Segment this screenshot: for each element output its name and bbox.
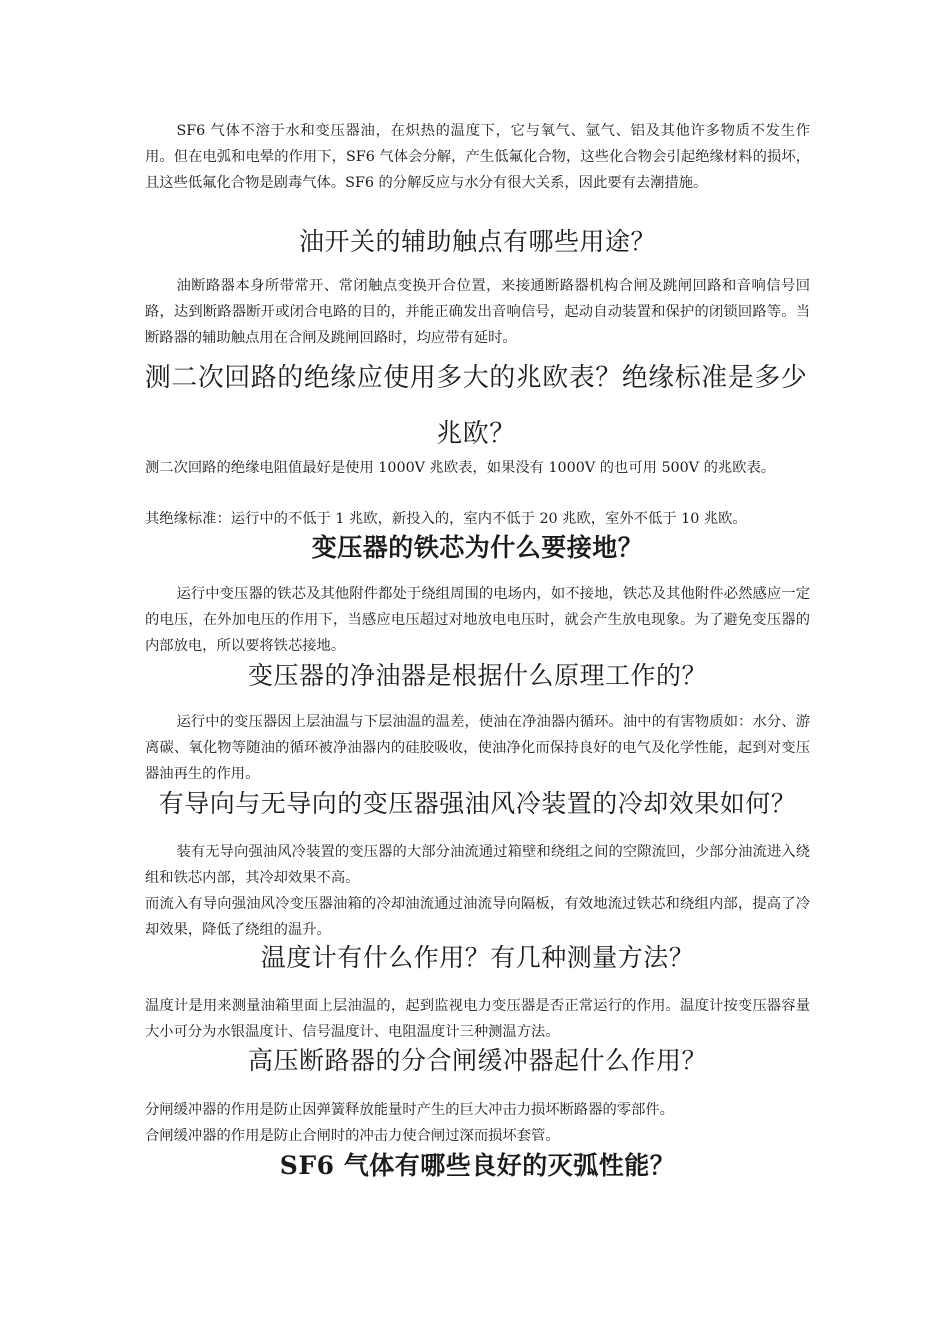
- paragraph-thermometer: 温度计是用来测量油箱里面上层油温的，起到监视电力变压器是否正常运行的作用。温度计按变压器容量大小可分为水银温度计、信号温度计、电阻温度计三种测温方法。: [145, 998, 810, 1040]
- paragraph-cooling-undirected: 装有无导向强油风冷装置的变压器的大部分油流通过箱壁和绕组之间的空隙流回，少部分油流进入绕组和铁芯内部，其冷却效果不高。: [145, 844, 810, 886]
- heading-megohmmeter: 测二次回路的绝缘应使用多大的兆欧表？绝缘标准是多少兆欧？: [144, 363, 808, 449]
- heading-aux-contacts: 油开关的辅助触点有哪些用途？: [298, 227, 656, 256]
- paragraph-sf6-properties: SF6 气体不溶于水和变压器油，在炽热的温度下，它与氧气、氩气、铝及其他许多物质不发生作用。但在电弧和电晕的作用下，SF6 气体会分解，产生低氟化合物，这些化合物会引起绝缘材料的损坏，且这些低氟化合物是剧毒气体。SF6 的分解反应与水分有很大关系，因此要有去潮措施。: [145, 123, 810, 191]
- heading-breaker-buffer: 高压断路器的分合闸缓冲器起什么作用？: [247, 1046, 707, 1075]
- paragraph-megohmmeter: 测二次回路的绝缘电阻值最好是使用 1000V 兆欧表，如果没有 1000V 的也可用 500V 的兆欧表。: [145, 460, 776, 476]
- paragraph-opening-buffer: 分闸缓冲器的作用是防止因弹簧释放能量时产生的巨大冲击力损坏断路器的零部件。: [145, 1102, 674, 1118]
- heading-thermometer: 温度计有什么作用？有几种测量方法？: [260, 943, 695, 972]
- heading-sf6-arc: SF6 气体有哪些良好的灭弧性能？: [279, 1151, 676, 1180]
- paragraph-cooling-directed: 而流入有导向强油风冷变压器油箱的冷却油流通过油流导向隔板，有效地流过铁芯和绕组内部，提高了冷却效果，降低了绕组的温升。: [145, 896, 810, 938]
- paragraph-oil-purifier: 运行中的变压器因上层油温与下层油温的温差，使油在净油器内循环。油中的有害物质如：水分、游离碳、氧化物等随油的循环被净油器内的硅胶吸收，使油净化而保持良好的电气及化学性能，起到对变压器油再生的作用。: [145, 714, 810, 782]
- heading-core-grounding: 变压器的铁芯为什么要接地？: [311, 533, 644, 562]
- heading-cooling: 有导向与无导向的变压器强油风冷装置的冷却效果如何？: [158, 789, 797, 818]
- paragraph-closing-buffer: 合闸缓冲器的作用是防止合闸时的冲击力使合闸过深而损坏套管。: [145, 1128, 560, 1144]
- paragraph-insulation-standard: 其绝缘标准：运行中的不低于 1 兆欧，新投入的，室内不低于 20 兆欧，室外不低于 10 兆欧。: [145, 511, 747, 527]
- heading-oil-purifier: 变压器的净油器是根据什么原理工作的？: [247, 661, 707, 690]
- paragraph-core-grounding: 运行中变压器的铁芯及其他附件都处于绕组周围的电场内，如不接地，铁芯及其他附件必然感应一定的电压，在外加电压的作用下，当感应电压超过对地放电电压时，就会产生放电现象。为了避免变压器的内部放电，所以要将铁芯接地。: [145, 586, 810, 654]
- paragraph-aux-contacts: 油断路器本身所带常开、常闭触点变换开合位置，来接通断路器机构合闸及跳闸回路和音响信号回路，达到断路器断开或闭合电路的目的，并能正确发出音响信号，起动自动装置和保护的闭锁回路等。当断路器的辅助触点用在合闸及跳闸回路时，均应带有延时。: [145, 278, 810, 346]
